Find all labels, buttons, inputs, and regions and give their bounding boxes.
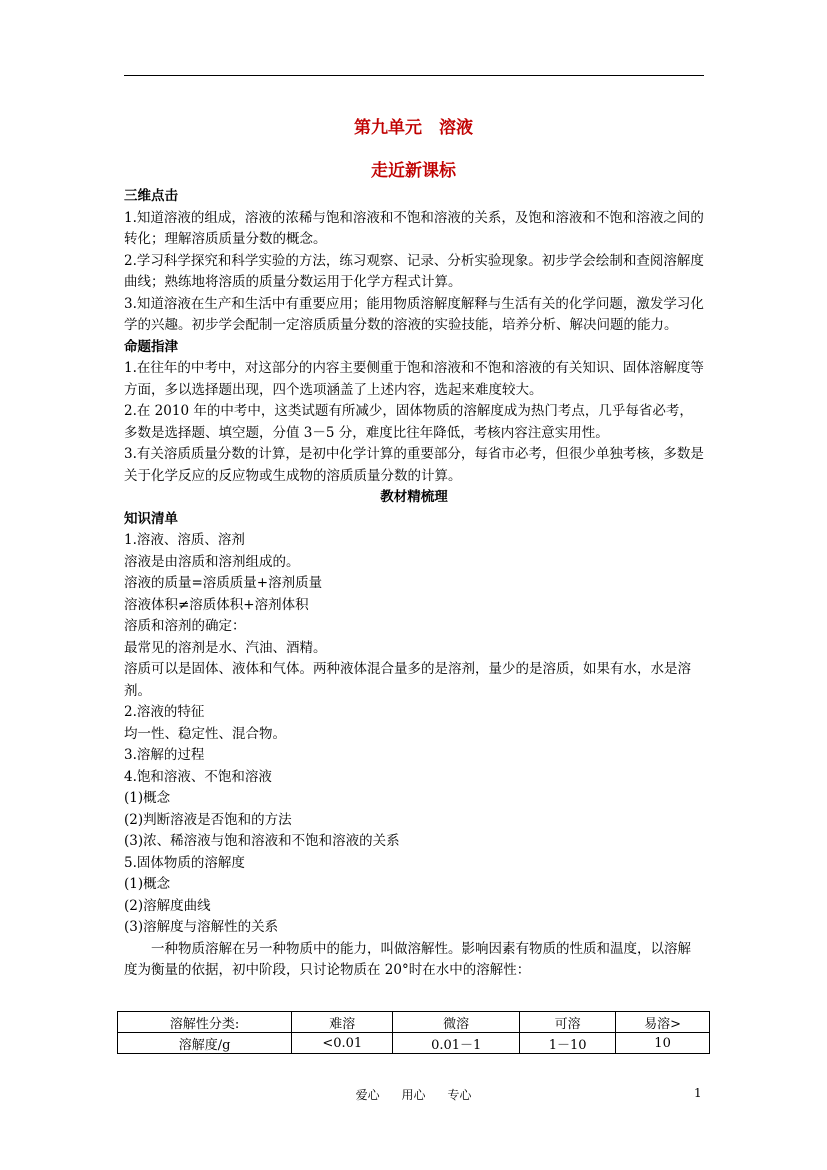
solubility-table	[117, 1011, 710, 1054]
list-line: (2)溶解度曲线	[124, 897, 211, 914]
paragraph: 2.学习科学探究和科学实验的方法，练习观察、记录、分析实验现象。初步学会绘制和查阅溶解度曲线；熟练地将溶质的质量分数运用于化学方程式计算。	[124, 252, 704, 290]
paragraph: 1.在往年的中考中，对这部分的内容主要侧重于饱和溶液和不饱和溶液的有关知识、固体溶解度等方面，多以选择题出现，四个选项涵盖了上述内容，选起来难度较大。	[124, 360, 704, 398]
paragraph-solubility: 一种物质溶解在另一种物质中的能力，叫做溶解性。影响因素有物质的性质和温度，以溶解度为衡量的依据，初中阶段，只讨论物质在 20°时在水中的溶解性：	[124, 940, 691, 978]
list-line: 3.溶解的过程	[124, 747, 205, 763]
list-line: (3)浓、稀溶液与饱和溶液和不饱和溶液的关系	[124, 833, 400, 849]
paragraph: 2.在 2010 年的中考中，这类试题有所减少，固体物质的溶解度成为热门考点，几乎每省必考，多数是选择题、填空题，分值 3－5 分，难度比往年降低，考核内容注意实用性。	[124, 403, 693, 441]
paragraph: 1.知道溶液的组成，溶液的浓稀与饱和溶液和不饱和溶液的关系，及饱和溶液和不饱和溶液之间的转化；理解溶质质量分数的概念。	[124, 209, 704, 247]
list-line: 均一性、稳定性、混合物。	[124, 725, 286, 742]
footer-word: 专心	[447, 1088, 472, 1102]
list-line: 溶液体积≠溶质体积+溶剂体积	[124, 596, 309, 613]
footer-word: 用心	[401, 1088, 426, 1102]
table-row	[118, 1012, 710, 1033]
paragraph: 3.有关溶质质量分数的计算，是初中化学计算的重要部分，每省市必考，但很少单独考核，多数是关于化学反应的反应物或生成物的溶质质量分数的计算。	[124, 446, 704, 484]
heading-jiaocai: 教材精梳理	[380, 489, 448, 505]
document-body	[124, 186, 704, 982]
table-header-cell: 可溶	[520, 1012, 616, 1033]
table-row	[118, 1033, 710, 1054]
list-line: 1.溶液、溶质、溶剂	[124, 532, 245, 548]
header-rule	[124, 75, 704, 76]
page-number: 1	[694, 1086, 702, 1100]
list-line: 最常见的溶剂是水、汽油、酒精。	[124, 639, 327, 656]
list-line: (3)溶解度与溶解性的关系	[124, 919, 279, 935]
list-line: (1)概念	[124, 876, 171, 892]
table-cell: <0.01	[292, 1033, 393, 1054]
list-line: 溶质可以是固体、液体和气体。两种液体混合量多的是溶剂，量少的是溶质，如果有水，水是溶剂。	[124, 661, 691, 699]
table-cell: 1－10	[520, 1033, 616, 1054]
unit-title: 第九单元 溶液	[354, 118, 473, 138]
list-line: (1)概念	[124, 790, 171, 806]
list-line: 溶液是由溶质和溶剂组成的。	[124, 553, 300, 570]
table-header-cell: 易溶>	[616, 1012, 710, 1033]
heading-sanwei: 三维点击	[124, 188, 178, 204]
page-footer	[0, 1086, 827, 1103]
list-line: (2)判断溶液是否饱和的方法	[124, 811, 292, 828]
table-cell: 0.01－1	[393, 1033, 520, 1054]
list-line: 2.溶液的特征	[124, 704, 205, 720]
table-cell: 溶解度/g	[118, 1033, 292, 1054]
table-cell: 10	[616, 1033, 710, 1054]
list-line: 溶液的质量=溶质质量+溶剂质量	[124, 575, 323, 591]
section-title: 走近新课标	[371, 161, 456, 181]
list-line: 溶质和溶剂的确定：	[124, 618, 246, 634]
table-header-cell: 微溶	[393, 1012, 520, 1033]
paragraph: 3.知道溶液在生产和生活中有重要应用；能用物质溶解度解释与生活有关的化学问题，激发学习化学的兴趣。初步学会配制一定溶质质量分数的溶液的实验技能，培养分析、解决问题的能力。	[124, 295, 704, 333]
list-line: 5.固体物质的溶解度	[124, 854, 245, 871]
heading-mingti: 命题指津	[124, 338, 178, 355]
footer-word: 爱心	[355, 1088, 380, 1102]
list-line: 4.饱和溶液、不饱和溶液	[124, 768, 272, 785]
heading-zhishi: 知识清单	[124, 510, 178, 527]
table-header-cell: 难溶	[292, 1012, 393, 1033]
table-header-cell: 溶解性分类:	[118, 1012, 292, 1033]
